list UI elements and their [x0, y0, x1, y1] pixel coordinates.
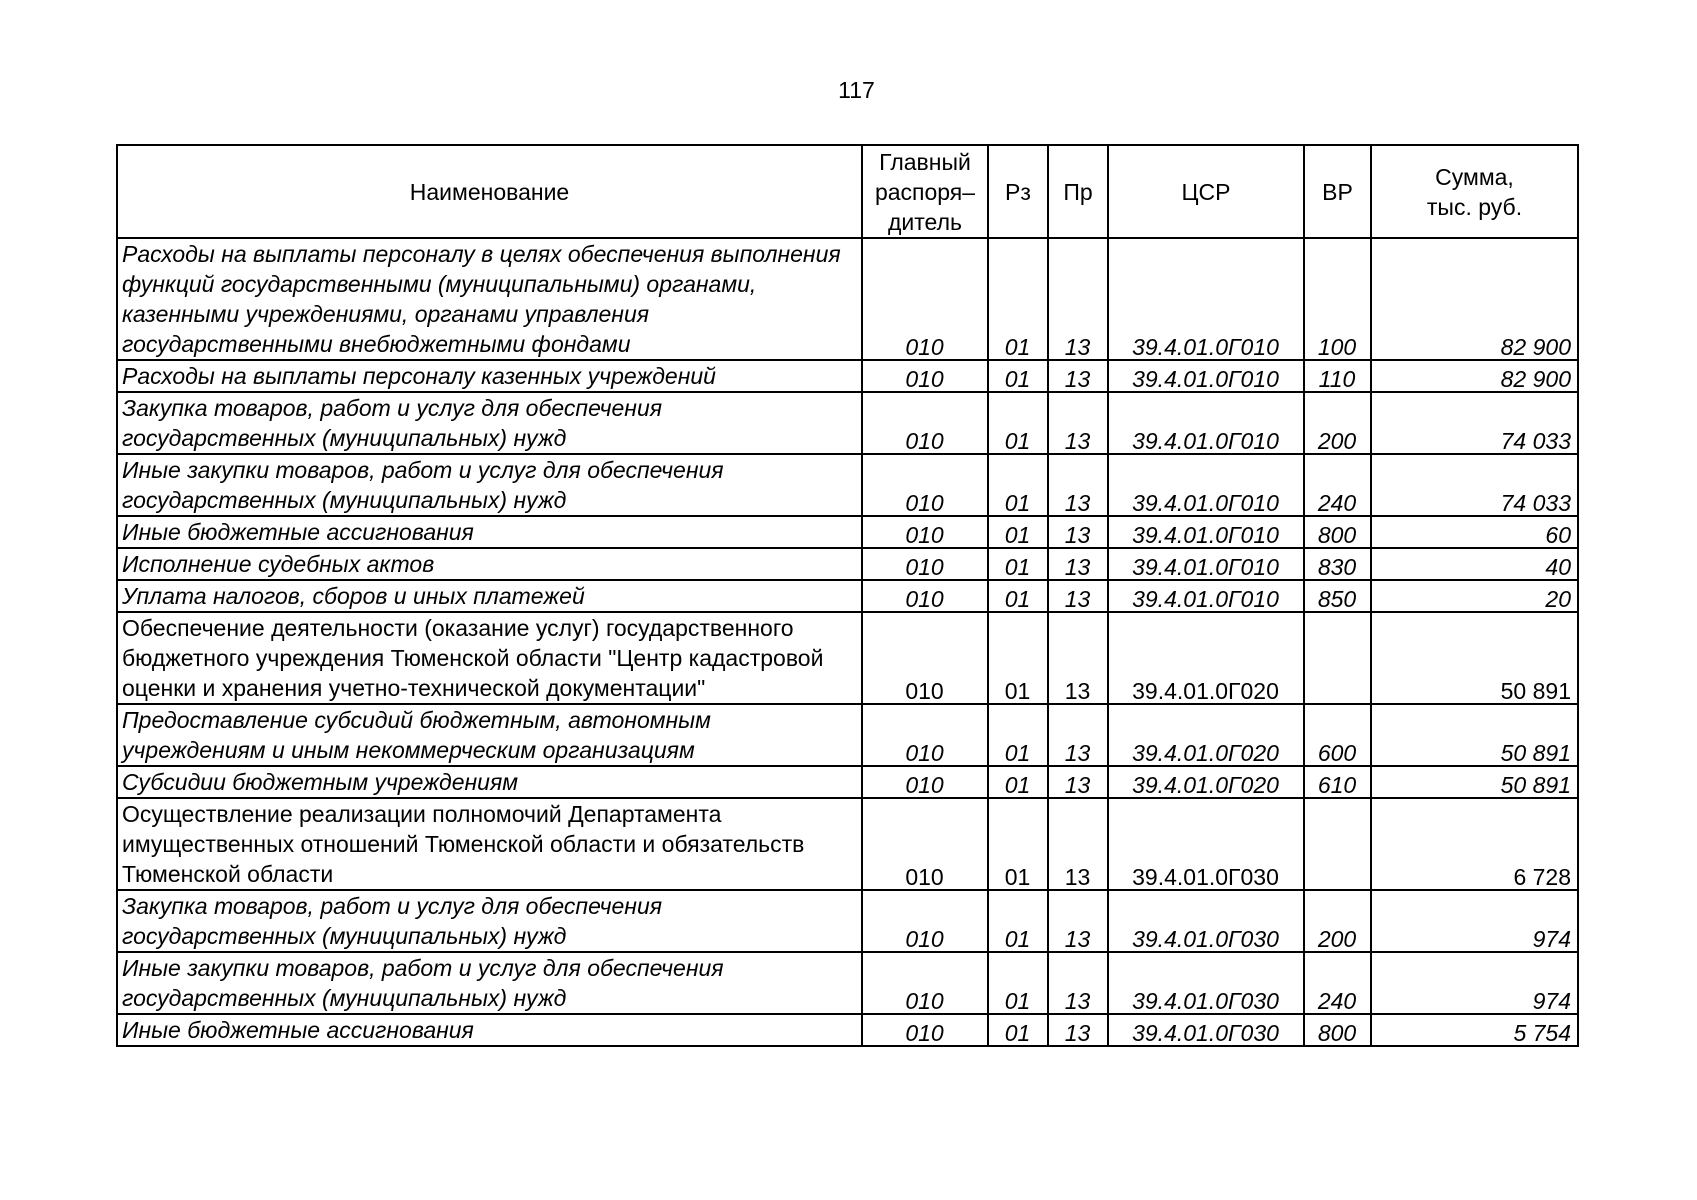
- cell-grbs: 010: [862, 360, 988, 392]
- page-number: 117: [838, 77, 875, 103]
- cell-grbs: 010: [862, 392, 988, 454]
- cell-pr: 13: [1048, 890, 1108, 952]
- cell-rz: 01: [988, 238, 1048, 360]
- cell-sum: 20: [1371, 580, 1578, 612]
- cell-name: Иные бюджетные ассигнования: [117, 1014, 862, 1046]
- cell-name: Уплата налогов, сборов и иных платежей: [117, 580, 862, 612]
- cell-pr: 13: [1048, 952, 1108, 1014]
- cell-sum: 974: [1371, 890, 1578, 952]
- table-row: [117, 952, 1578, 1014]
- cell-sum: 974: [1371, 952, 1578, 1014]
- cell-pr: 13: [1048, 238, 1108, 360]
- cell-sum: 40: [1371, 548, 1578, 580]
- header-vr: ВР: [1304, 145, 1371, 238]
- cell-sum: 74 033: [1371, 392, 1578, 454]
- cell-name: Иные закупки товаров, работ и услуг для обеспечения государственных (муниципальных) нужд: [117, 952, 862, 1014]
- table-row: [117, 580, 1578, 612]
- cell-sum: 82 900: [1371, 238, 1578, 360]
- cell-pr: 13: [1048, 516, 1108, 548]
- cell-csr: 39.4.01.0Г030: [1108, 1014, 1304, 1046]
- cell-name: Субсидии бюджетным учреждениям: [117, 766, 862, 798]
- header-grbs: Главный распоря– дитель: [862, 145, 988, 238]
- cell-vr: 200: [1304, 392, 1371, 454]
- header-csr: ЦСР: [1108, 145, 1304, 238]
- cell-csr: 39.4.01.0Г020: [1108, 766, 1304, 798]
- table-row: [117, 516, 1578, 548]
- header-pr: Пр: [1048, 145, 1108, 238]
- cell-sum: 50 891: [1371, 766, 1578, 798]
- table-row: [117, 1014, 1578, 1046]
- cell-grbs: 010: [862, 798, 988, 890]
- cell-rz: 01: [988, 704, 1048, 766]
- cell-csr: 39.4.01.0Г030: [1108, 952, 1304, 1014]
- cell-sum: 5 754: [1371, 1014, 1578, 1046]
- cell-rz: 01: [988, 392, 1048, 454]
- table-row: [117, 360, 1578, 392]
- cell-vr: 800: [1304, 1014, 1371, 1046]
- cell-csr: 39.4.01.0Г010: [1108, 238, 1304, 360]
- cell-name: Иные бюджетные ассигнования: [117, 516, 862, 548]
- cell-pr: 13: [1048, 1014, 1108, 1046]
- header-rz: Рз: [988, 145, 1048, 238]
- cell-csr: 39.4.01.0Г010: [1108, 548, 1304, 580]
- cell-vr: 830: [1304, 548, 1371, 580]
- cell-grbs: 010: [862, 704, 988, 766]
- cell-rz: 01: [988, 580, 1048, 612]
- cell-sum: 6 728: [1371, 798, 1578, 890]
- budget-table: [116, 144, 1579, 1047]
- header-sum: Сумма, тыс. руб.: [1371, 145, 1578, 238]
- table-row: [117, 454, 1578, 516]
- cell-vr: 800: [1304, 516, 1371, 548]
- cell-rz: 01: [988, 952, 1048, 1014]
- cell-name: Закупка товаров, работ и услуг для обеспечения государственных (муниципальных) нужд: [117, 392, 862, 454]
- cell-sum: 60: [1371, 516, 1578, 548]
- table-row: [117, 612, 1578, 704]
- cell-vr: 850: [1304, 580, 1371, 612]
- cell-grbs: 010: [862, 952, 988, 1014]
- cell-grbs: 010: [862, 1014, 988, 1046]
- cell-csr: 39.4.01.0Г010: [1108, 360, 1304, 392]
- cell-name: Осуществление реализации полномочий Департамента имущественных отношений Тюменской области и обязательств Тюменской области: [117, 798, 862, 890]
- cell-sum: 50 891: [1371, 704, 1578, 766]
- cell-csr: 39.4.01.0Г030: [1108, 890, 1304, 952]
- cell-pr: 13: [1048, 392, 1108, 454]
- table-row: [117, 798, 1578, 890]
- cell-vr: 200: [1304, 890, 1371, 952]
- cell-name: Исполнение судебных актов: [117, 548, 862, 580]
- cell-csr: 39.4.01.0Г020: [1108, 704, 1304, 766]
- table-row: [117, 766, 1578, 798]
- cell-csr: 39.4.01.0Г020: [1108, 612, 1304, 704]
- cell-grbs: 010: [862, 890, 988, 952]
- cell-vr: 240: [1304, 952, 1371, 1014]
- cell-sum: 50 891: [1371, 612, 1578, 704]
- cell-vr: [1304, 612, 1371, 704]
- cell-pr: 13: [1048, 766, 1108, 798]
- cell-rz: 01: [988, 516, 1048, 548]
- table-row: [117, 392, 1578, 454]
- cell-sum: 74 033: [1371, 454, 1578, 516]
- cell-name: Расходы на выплаты персоналу в целях обеспечения выполнения функций государственными (муниципальными) органами, казенными учреждениями, органами управления государственными внебюджетными фондами: [117, 238, 862, 360]
- cell-pr: 13: [1048, 580, 1108, 612]
- cell-vr: 240: [1304, 454, 1371, 516]
- table-row: [117, 548, 1578, 580]
- cell-grbs: 010: [862, 516, 988, 548]
- cell-vr: 100: [1304, 238, 1371, 360]
- cell-name: Обеспечение деятельности (оказание услуг) государственного бюджетного учреждения Тюменской области "Центр кадастровой оценки и хранения учетно-технической документации": [117, 612, 862, 704]
- cell-vr: [1304, 798, 1371, 890]
- cell-grbs: 010: [862, 454, 988, 516]
- cell-pr: 13: [1048, 548, 1108, 580]
- cell-vr: 600: [1304, 704, 1371, 766]
- cell-pr: 13: [1048, 798, 1108, 890]
- cell-csr: 39.4.01.0Г010: [1108, 580, 1304, 612]
- cell-grbs: 010: [862, 766, 988, 798]
- cell-rz: 01: [988, 766, 1048, 798]
- cell-grbs: 010: [862, 580, 988, 612]
- cell-rz: 01: [988, 548, 1048, 580]
- cell-pr: 13: [1048, 704, 1108, 766]
- cell-rz: 01: [988, 454, 1048, 516]
- cell-vr: 110: [1304, 360, 1371, 392]
- cell-rz: 01: [988, 360, 1048, 392]
- cell-grbs: 010: [862, 548, 988, 580]
- table-row: [117, 704, 1578, 766]
- cell-csr: 39.4.01.0Г010: [1108, 516, 1304, 548]
- cell-pr: 13: [1048, 360, 1108, 392]
- cell-grbs: 010: [862, 238, 988, 360]
- cell-csr: 39.4.01.0Г010: [1108, 392, 1304, 454]
- cell-rz: 01: [988, 798, 1048, 890]
- cell-csr: 39.4.01.0Г010: [1108, 454, 1304, 516]
- cell-pr: 13: [1048, 454, 1108, 516]
- cell-rz: 01: [988, 612, 1048, 704]
- cell-name: Предоставление субсидий бюджетным, автономным учреждениям и иным некоммерческим организациям: [117, 704, 862, 766]
- cell-rz: 01: [988, 1014, 1048, 1046]
- cell-pr: 13: [1048, 612, 1108, 704]
- table-row: [117, 238, 1578, 360]
- cell-sum: 82 900: [1371, 360, 1578, 392]
- header-name: Наименование: [117, 145, 862, 238]
- cell-grbs: 010: [862, 612, 988, 704]
- cell-vr: 610: [1304, 766, 1371, 798]
- cell-name: Иные закупки товаров, работ и услуг для обеспечения государственных (муниципальных) нужд: [117, 454, 862, 516]
- cell-name: Расходы на выплаты персоналу казенных учреждений: [117, 360, 862, 392]
- cell-rz: 01: [988, 890, 1048, 952]
- cell-name: Закупка товаров, работ и услуг для обеспечения государственных (муниципальных) нужд: [117, 890, 862, 952]
- table-header-row: [117, 145, 1578, 238]
- cell-csr: 39.4.01.0Г030: [1108, 798, 1304, 890]
- table-row: [117, 890, 1578, 952]
